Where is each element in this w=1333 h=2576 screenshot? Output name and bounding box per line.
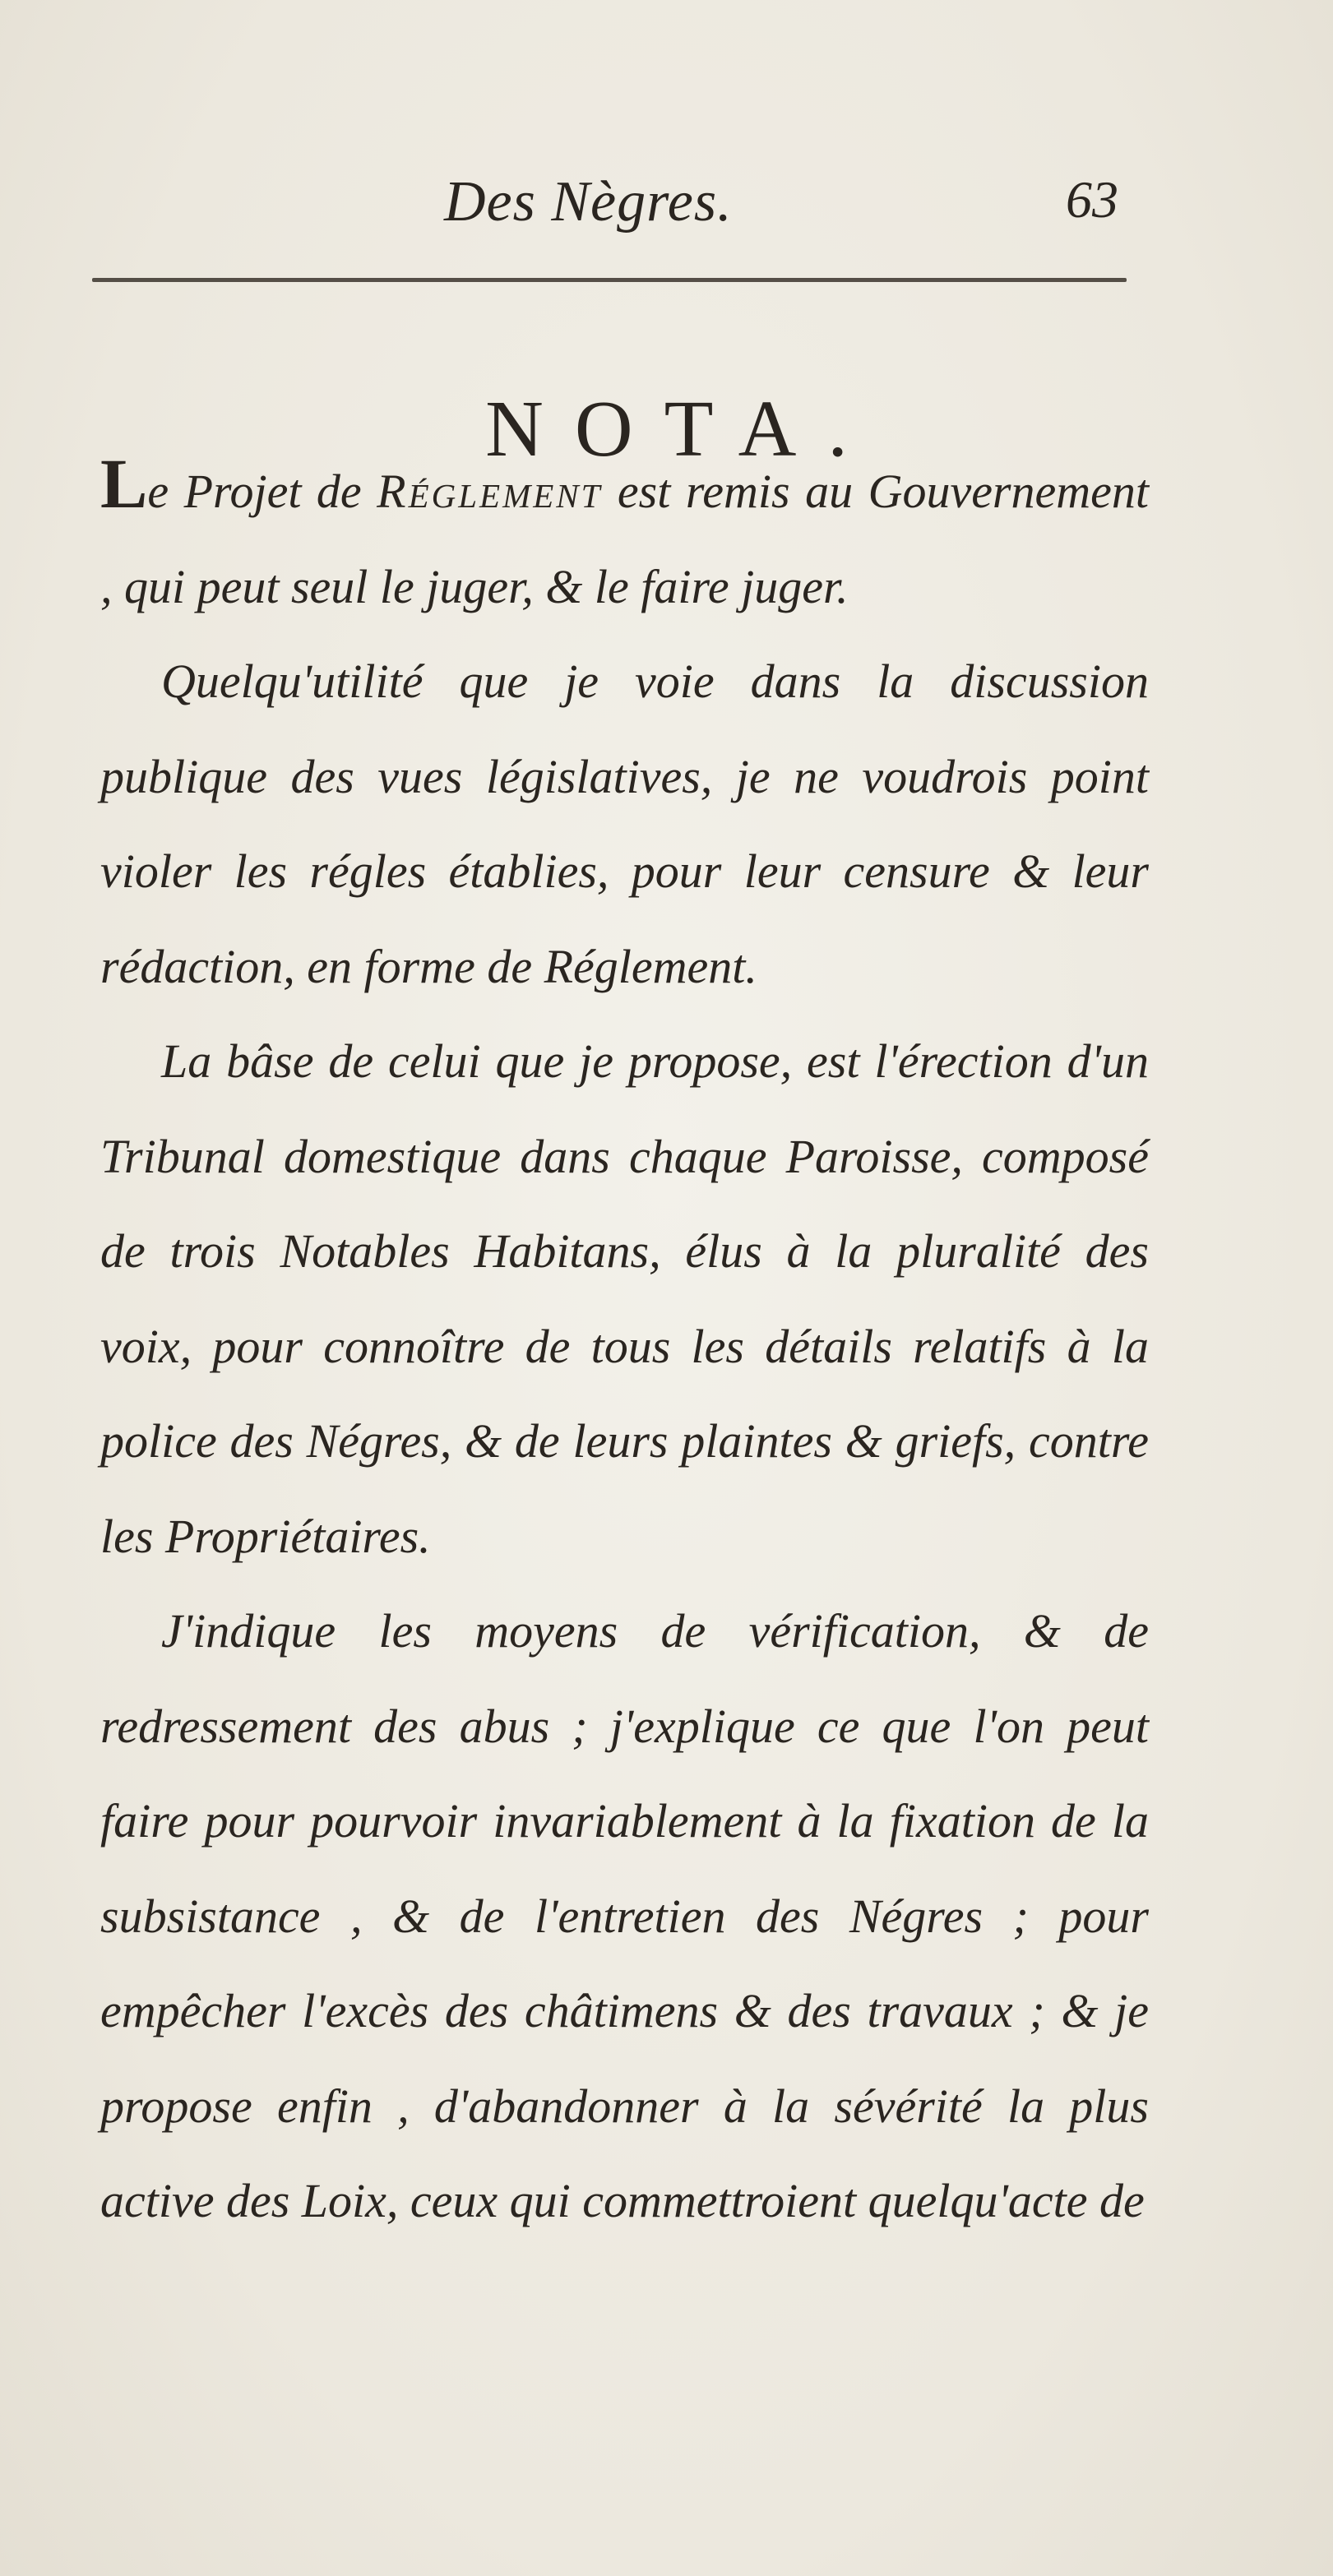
running-title: Des Nègres.	[444, 170, 733, 234]
paragraph-4: J'indique les moyens de vérification, & de redressement des abus ; j'explique ce que l'on peut faire pour pourvoir invariablement à la fixation de la subsistance , & de l'entretien des Négres ; pour empêcher l'excès des châtimens & des travaux ; & je propose enfin , d'abandonner à la sévérité la plus active des Loix, ceux qui commettroient quelqu'acte de	[100, 1604, 1149, 2227]
running-head	[0, 164, 1333, 238]
paragraph-3: La bâse de celui que je propose, est l'érection d'un Tribunal domestique dans chaque Paroisse, composé de trois Notables Habitans, élus à la pluralité des voix, pour connoître de tous les détails relatifs à la police des Négres, & de leurs plaintes & griefs, contre les Propriétaires.	[100, 1034, 1149, 1563]
paragraph-1-smallcaps: Réglement	[377, 465, 603, 518]
paragraph-2: Quelqu'utilité que je voie dans la discussion publique des vues législatives, je ne voudrois point violer les régles établies, pour leur censure & leur rédaction, en forme de Réglement.	[100, 654, 1149, 993]
paragraph-1-text-b: est remis au Gouvernement , qui peut seul le juger, & le faire juger.	[100, 465, 1149, 613]
page-number: 63	[1066, 170, 1118, 229]
paragraph-1-text-a: e Projet de	[147, 465, 377, 518]
header-rule	[92, 278, 1127, 282]
section-title: NOTA.	[485, 384, 879, 474]
body-text	[100, 444, 1149, 2249]
paragraph-1	[100, 444, 1149, 634]
drop-initial: L	[100, 444, 148, 523]
